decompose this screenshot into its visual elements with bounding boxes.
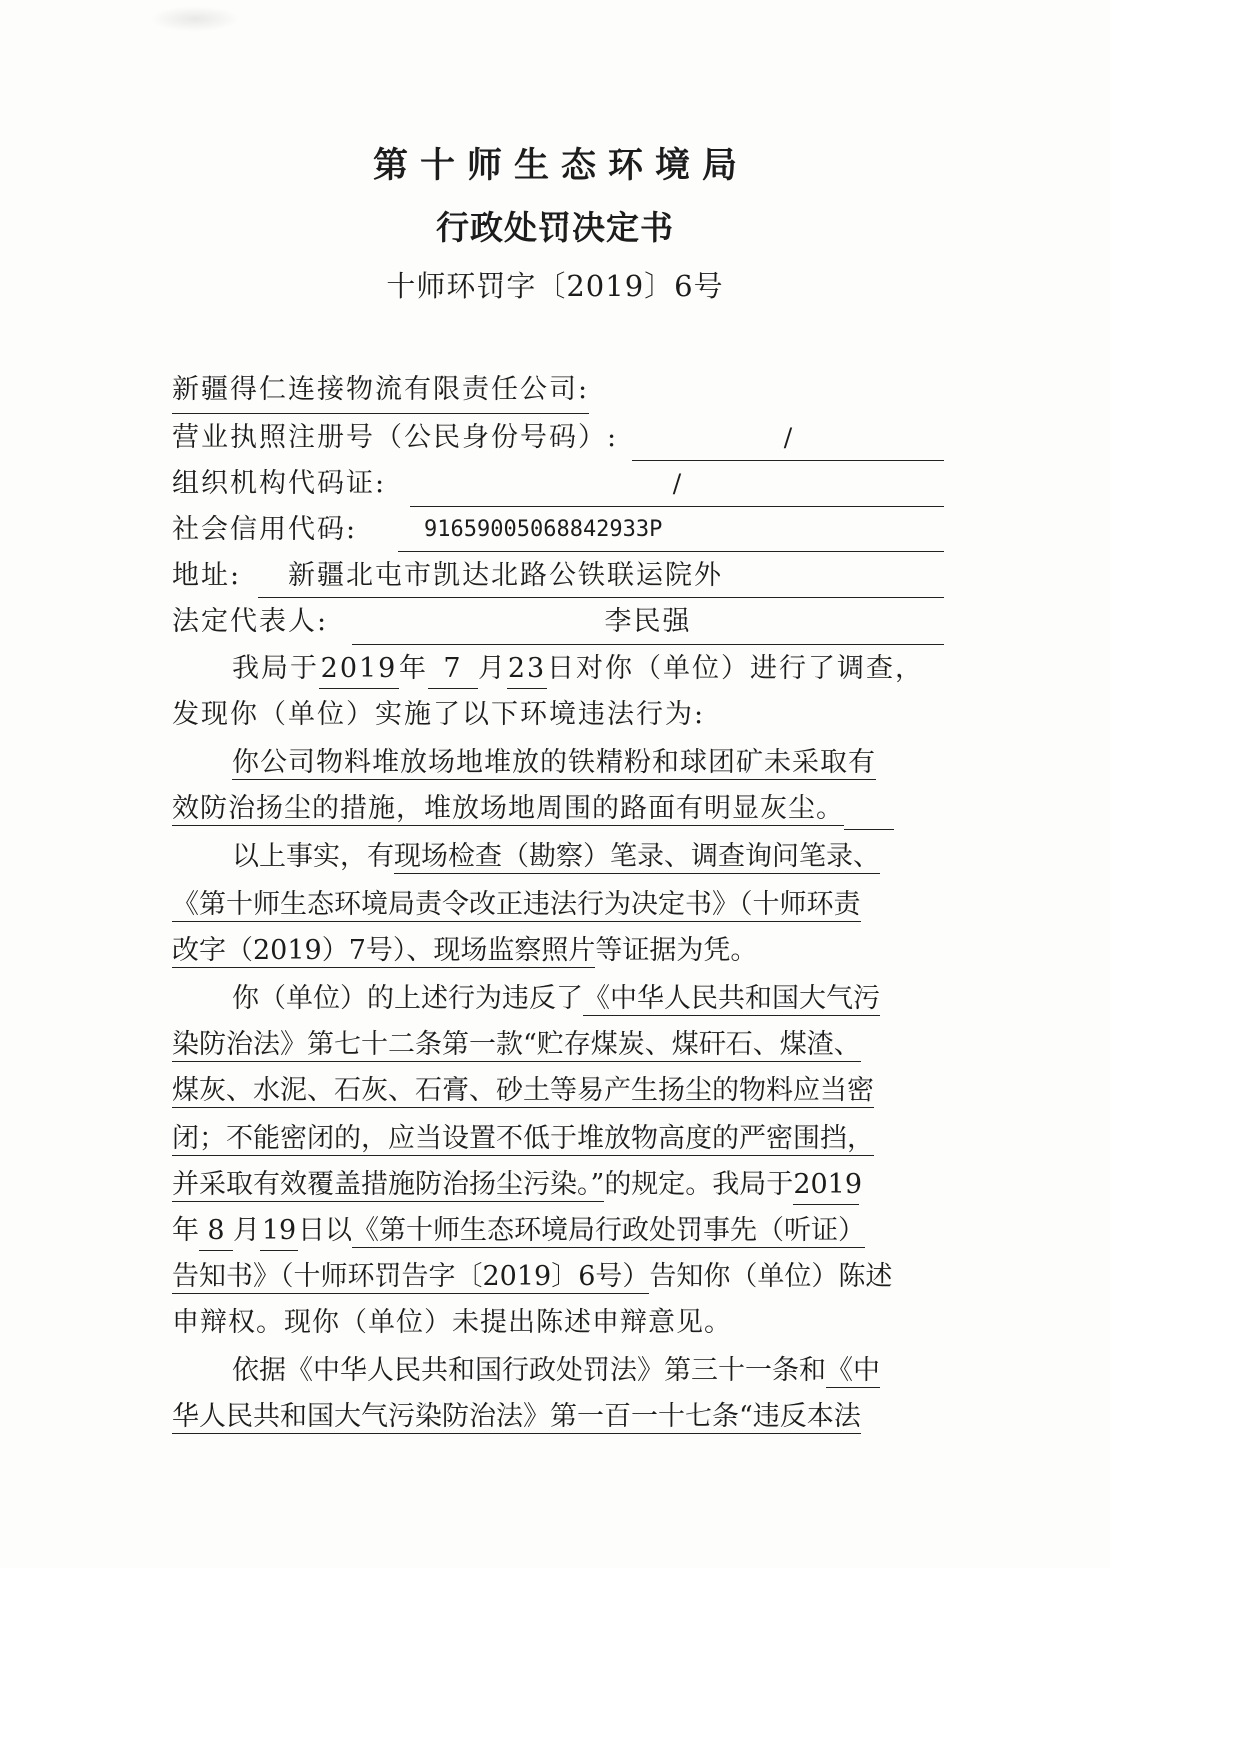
address-label: 地址: <box>172 560 242 591</box>
investigation-line-1: 我局于2019年 7 月23日对你（单位）进行了调查， <box>232 648 924 690</box>
evidence-line-2: 《第十师生态环境局责令改正违法行为决定书》（十师环责 <box>172 889 861 920</box>
credit-code-label: 社会信用代码: <box>172 514 358 545</box>
law-line-2: 染防治法》第七十二条第一款“贮存煤炭、煤矸石、煤渣、 <box>172 1029 861 1060</box>
document-type-title: 行政处罚决定书 <box>436 208 674 247</box>
scan-smudge <box>150 6 240 32</box>
credit-code-row <box>0 508 1110 552</box>
law-line-5: 并采取有效覆盖措施防治扬尘污染。”的规定。我局于2019 <box>172 1164 859 1206</box>
law-line-3: 煤灰、水泥、石灰、石膏、砂土等易产生扬尘的物料应当密 <box>172 1075 874 1106</box>
basis-line-1: 依据《中华人民共和国行政处罚法》第三十一条和《中 <box>232 1355 880 1386</box>
law-line-1: 你（单位）的上述行为违反了《中华人民共和国大气污 <box>232 983 880 1014</box>
notice-day: 19 <box>260 1212 298 1251</box>
violation-line-1: 你公司物料堆放场地堆放的铁精粉和球团矿未采取有 <box>232 747 876 778</box>
credit-code-value: 91659005068842933P <box>398 508 944 552</box>
license-label: 营业执照注册号（公民身份号码）: <box>172 422 619 453</box>
legal-rep-label: 法定代表人: <box>172 606 329 637</box>
evidence-line-1: 以上事实，有现场检查（勘察）笔录、调查询问笔录、 <box>232 841 880 872</box>
org-code-label: 组织机构代码证: <box>172 468 387 499</box>
legal-rep-value: 李民强 <box>352 600 944 645</box>
license-value: / <box>632 416 944 461</box>
org-code-row <box>0 462 1110 506</box>
address-row <box>0 554 1110 598</box>
law-line-8: 申辩权。现你（单位）未提出陈述申辩意见。 <box>172 1307 732 1338</box>
investigation-year: 2019 <box>319 650 399 689</box>
law-line-6: 年 8 月19日以《第十师生态环境局行政处罚事先（听证） <box>172 1210 865 1252</box>
investigation-month: 7 <box>428 650 478 689</box>
party-name-row <box>0 368 1110 412</box>
address-value: 新疆北屯市凯达北路公铁联运院外 <box>258 554 944 598</box>
license-row <box>0 416 1110 460</box>
legal-rep-row <box>0 600 1110 644</box>
agency-title: 第十师生态环境局 <box>372 145 749 186</box>
notice-month: 8 <box>199 1212 233 1251</box>
org-code-value: / <box>410 462 944 507</box>
law-line-4: 闭；不能密闭的，应当设置不低于堆放物高度的严密围挡， <box>172 1123 874 1154</box>
violation-line-2: 效防治扬尘的措施，堆放场地周围的路面有明显灰尘。 <box>172 788 894 830</box>
notice-year: 2019 <box>793 1166 859 1205</box>
document-number: 十师环罚字〔2019〕6号 <box>386 269 724 303</box>
investigation-day: 23 <box>507 650 547 689</box>
investigation-line-2: 发现你（单位）实施了以下环境违法行为: <box>172 699 706 730</box>
party-name: 新疆得仁连接物流有限责任公司: <box>172 368 589 414</box>
basis-line-2: 华人民共和国大气污染防治法》第一百一十七条“违反本法 <box>172 1401 861 1432</box>
law-line-7: 告知书》（十师环罚告字〔2019〕6号）告知你（单位）陈述 <box>172 1261 893 1292</box>
evidence-line-3: 改字（2019）7号）、现场监察照片等证据为凭。 <box>172 935 758 966</box>
